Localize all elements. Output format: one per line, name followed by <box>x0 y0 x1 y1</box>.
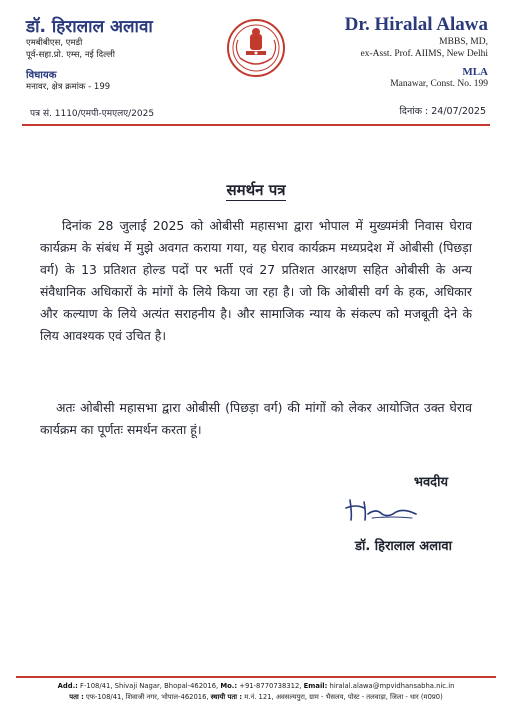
paragraph-1-text: दिनांक 28 जुलाई 2025 को ओबीसी महासभा द्वारा भोपाल में मुख्यमंत्री निवास घेराव कार्यक्रम के संबंध में मुझे अवगत कराया गया, यह घेराव कार्यक्रम मध्यप्रदेश में ओबीसी (पिछड़ा वर्ग) के 13 प्रतिशत होल्ड पदों पर भर्ती एवं 27 प्रतिशत आरक्षण सहित ओबीसी के अन्य संवैधानिक अधिकारों के मांगों के लिये किया जा रहा है। जो कि ओबीसी वर्ग के हक, अधिकार और कल्याण के लिये अत्यंत सराहनीय है। और सामाजिक न्याय के संकल्प को मजबूती देने के लिय आवश्यक एवं उचित है। <box>40 218 472 343</box>
degree-english: MBBS, MD, <box>439 37 488 47</box>
name-english: Dr. Hiralal Alawa <box>344 14 488 35</box>
ex-post-hindi: पूर्व-सहा.प्रो. एम्स, नई दिल्ली <box>26 50 115 60</box>
signature-image <box>342 492 422 526</box>
subject-text: समर्थन पत्र <box>226 181 286 199</box>
signer-name: डॉ. हिरालाल अलावा <box>355 539 452 554</box>
footer-email: hiralal.alawa@mpvidhansabha.nic.in <box>329 682 455 690</box>
header-hindi <box>26 14 226 93</box>
degree-hindi: एमबीबीएस, एमडी <box>26 38 83 48</box>
constituency-english: Manawar, Const. No. 199 <box>390 79 488 89</box>
footer-divider <box>16 676 496 678</box>
name-hindi: डॉ. हिरालाल अलावा <box>26 17 153 37</box>
letter-paragraph-1 <box>40 215 472 347</box>
letter-paragraph-2 <box>40 397 472 441</box>
closing-salutation: भवदीय <box>413 475 448 490</box>
role-hindi: विधायक <box>26 70 57 81</box>
constituency-hindi: मनावर, क्षेत्र क्रमांक - 199 <box>26 82 111 92</box>
header-divider <box>22 124 490 126</box>
footer-line-hindi: पता : एफ-108/41, शिवाजी नगर, भोपाल-462016, स्थायी पता : म.नं. 121, अवसल्यपुरा, ग्राम - भैसलय, पोस्ट - तलवाड़ा, जिला - धार (म0प्र0) <box>69 693 443 701</box>
header-english <box>288 14 488 90</box>
letter-date: दिनांक : 24/07/2025 <box>399 106 486 117</box>
footer-line-english: Add.: F-108/41, Shivaji Nagar, Bhopal-462016, Mo.: +91-8770738312, Email: hiralal.alawa@mpvidhansabha.nic.in <box>57 682 455 690</box>
letter-subject <box>0 180 512 200</box>
ex-post-english: ex-Asst. Prof. AIIMS, New Delhi <box>360 49 488 59</box>
letter-number: पत्र सं. 1110/एमपी-एमएलए/2025 <box>30 109 155 119</box>
footer-address <box>18 681 494 703</box>
state-emblem-icon <box>226 18 286 78</box>
role-english: MLA <box>462 66 488 78</box>
paragraph-2-text: अतः ओबीसी महासभा द्वारा ओबीसी (पिछड़ा वर्ग) की मांगों को लेकर आयोजित उक्त घेराव कार्यक्रम का पूर्णतः समर्थन करता हूं। <box>40 400 472 437</box>
